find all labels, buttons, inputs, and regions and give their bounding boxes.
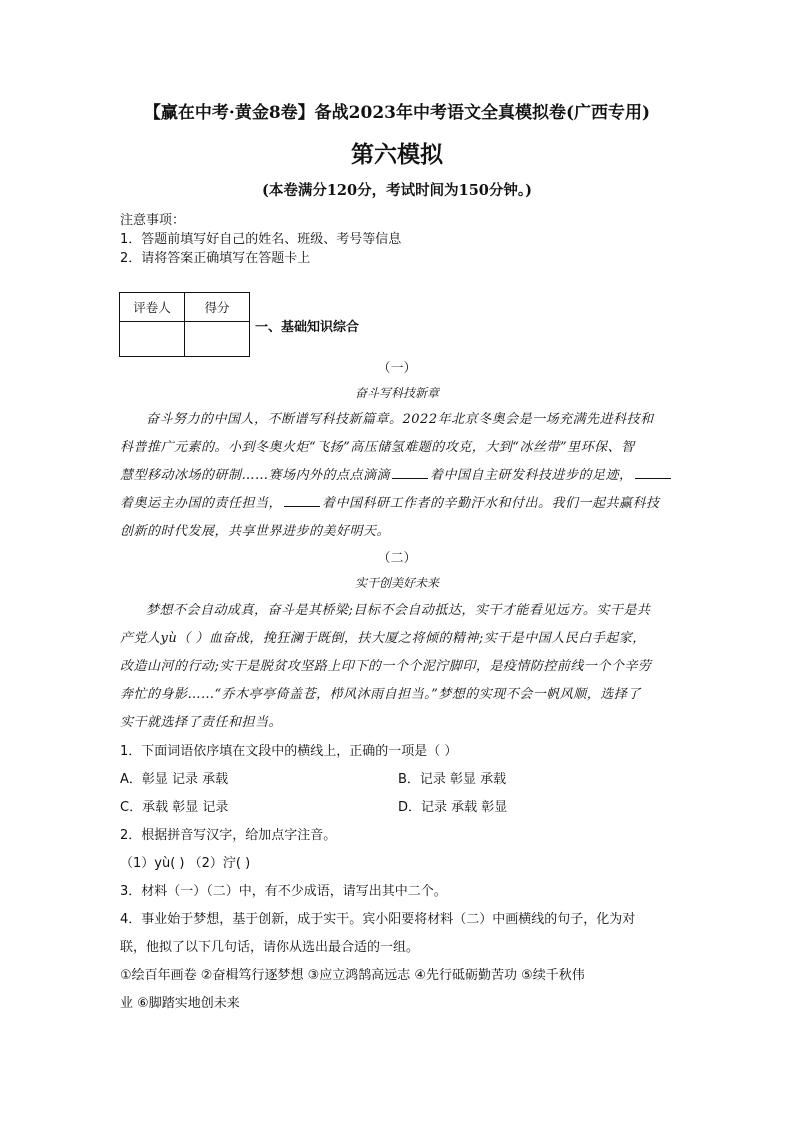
fill-blank[interactable] [284, 505, 320, 507]
passage-line: 产党人yù（ ）血奋战，挽狂澜于既倒，扶大厦之将倾的精神;实干是中国人民白手起家， [120, 631, 646, 646]
passage2-label: （二） [377, 551, 417, 566]
passage-line: 奔忙的身影……“乔木亭亭倚盖苍，栉风沐雨自担当。”梦想的实现不会一帆风顺，选择了 [120, 687, 641, 702]
question-3: 3．材料（一）（二）中，有不少成语，请写出其中二个。 [120, 884, 447, 899]
passage-text: 慧型移动冰场的研制……赛场内外的点点滴滴 [120, 468, 391, 483]
passage-line: 实干就选择了责任和担当。 [120, 715, 283, 730]
notice-item: 1．答题前填写好自己的姓名、班级、考号等信息 [120, 232, 402, 247]
passage-line: 创新的时代发展，共享世界进步的美好明天。 [120, 524, 391, 539]
question-2-subitems: （1）yù( ) （2）泞( ) [120, 856, 251, 871]
question-4-cont: 联，他拟了以下几句话，请你从选出最合适的一组。 [120, 940, 420, 955]
passage-text: 着奥运主办国的责任担当， [120, 496, 283, 511]
grader-cell[interactable] [120, 322, 185, 357]
question-4: 4．事业始于梦想，基于创新，成于实干。宾小阳要将材料（二）中画横线的句子，化为对 [120, 912, 636, 927]
passage-line [120, 462, 676, 490]
score-header: 得分 [185, 293, 250, 322]
fill-blank[interactable] [392, 477, 428, 479]
exam-score-time-note: (本卷满分120分，考试时间为150分钟。) [261, 182, 532, 199]
option-c[interactable]: C．承载 彰显 记录 [120, 800, 229, 815]
question-4-options-cont: 业 ⑥脚踏实地创未来 [120, 996, 240, 1011]
grader-header: 评卷人 [120, 293, 185, 322]
fill-blank[interactable] [635, 477, 671, 479]
passage-line: 梦想不会自动成真，奋斗是其桥梁;目标不会自动抵达，实干才能看见远方。实干是共 [146, 603, 651, 618]
notices-heading: 注意事项： [120, 213, 186, 228]
passage-text: 着中国科研工作者的辛勤汗水和付出。我们一起共赢科技 [322, 496, 660, 511]
question-1: 1．下面词语依序填在文段中的横线上，正确的一项是（ ） [120, 744, 458, 759]
passage1-body [120, 406, 676, 546]
question-2: 2．根据拼音写汉字，给加点字注音。 [120, 828, 337, 843]
passage-text: 着中国自主研发科技进步的足迹， [430, 468, 633, 483]
exam-subtitle: 第六模拟 [351, 141, 443, 168]
passage2-title: 实干创美好未来 [354, 576, 439, 590]
option-d[interactable]: D．记录 承载 彰显 [398, 800, 508, 815]
option-b[interactable]: B．记录 彰显 承载 [398, 772, 507, 787]
passage2-body [120, 597, 676, 737]
score-cell[interactable] [185, 322, 250, 357]
question-4-options: ①绘百年画卷 ②奋楫笃行逐梦想 ③应立鸿鹄高远志 ④先行砥砺勤苦功 ⑤续千秋伟 [120, 968, 585, 983]
passage-line: 科普推广元素的。小到冬奥火炬“飞扬”高压储氢难题的攻克，大到“冰丝带”里环保、智 [120, 440, 635, 455]
option-a[interactable]: A．彰显 记录 承载 [120, 772, 229, 787]
passage-line: 奋斗努力的中国人，不断谱写科技新篇章。2022年北京冬奥会是一场充满先进科技和 [146, 412, 654, 427]
section-title: 一、基础知识综合 [255, 320, 360, 335]
passage-line [120, 490, 676, 518]
exam-title: 【赢在中考·黄金8卷】备战2023年中考语文全真模拟卷(广西专用) [143, 103, 651, 123]
score-table [119, 292, 250, 357]
notice-item: 2．请将答案正确填写在答题卡上 [120, 251, 311, 266]
notices [120, 211, 401, 268]
passage-line: 改造山河的行动;实干是脱贫攻坚路上印下的一个个泥泞脚印，是疫情防控前线一个个辛劳 [120, 659, 652, 674]
passage1-title: 奋斗写科技新章 [354, 386, 439, 400]
passage1-label: （一） [377, 361, 417, 376]
